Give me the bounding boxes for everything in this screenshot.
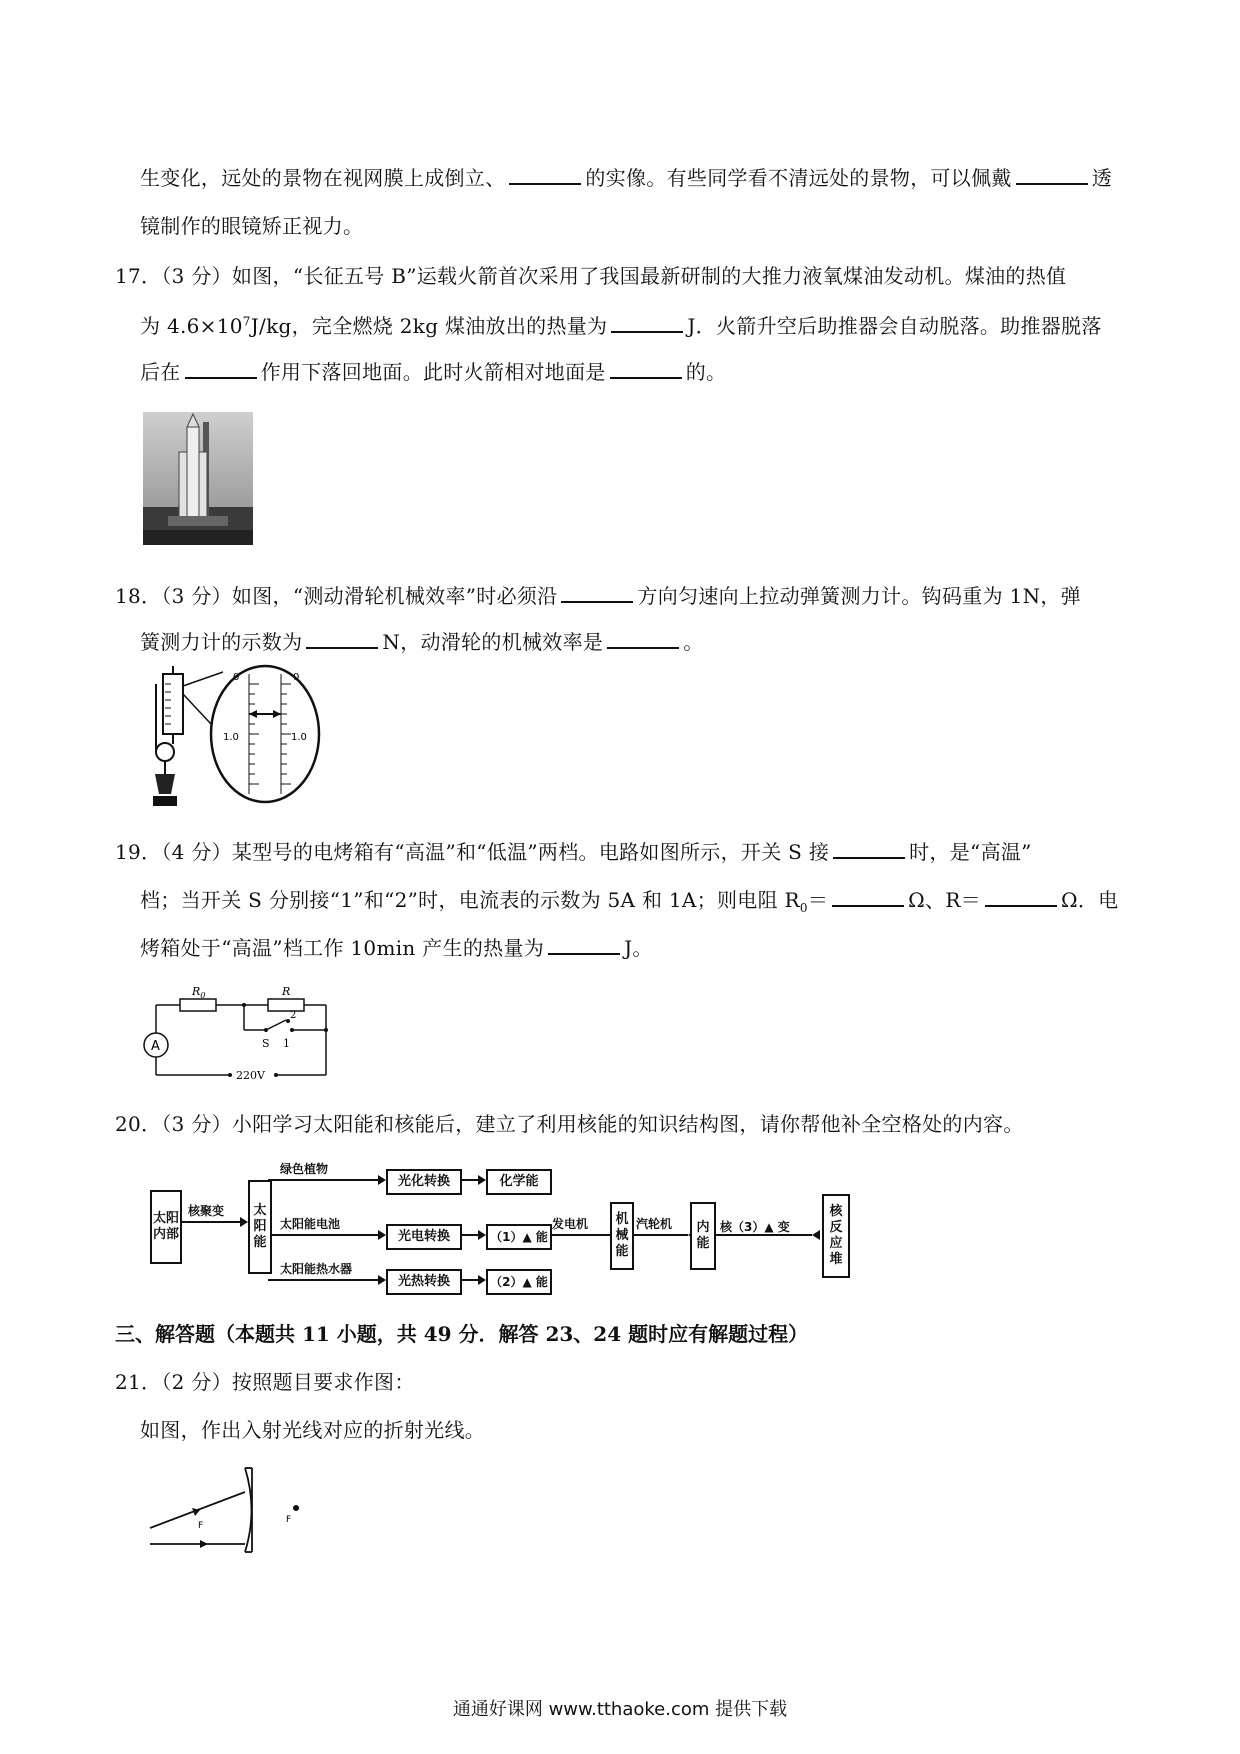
answer-blank[interactable]	[833, 856, 905, 859]
r0-subscript: 0	[200, 991, 206, 1000]
answer-blank[interactable]	[306, 646, 378, 649]
answer-blank[interactable]	[611, 330, 683, 333]
q19-line2	[140, 884, 1118, 915]
terminal-2-label: 2	[290, 1010, 297, 1021]
rocket-photo	[143, 412, 253, 545]
q18-text-a: 18．（3 分）如图，“测动滑轮机械效率”时必须沿	[115, 584, 558, 608]
box-chemical-energy: 化学能	[486, 1169, 552, 1195]
answer-blank[interactable]	[985, 904, 1057, 907]
focal-point-label: F	[286, 1515, 292, 1525]
q16-line1	[140, 162, 1112, 191]
q16-text-b: 的实像。有些同学看不清远处的景物，可以佩戴	[585, 166, 1012, 190]
label-solar-cell: 太阳能电池	[280, 1217, 341, 1231]
q19-text-f: Ω．电	[1060, 888, 1119, 912]
q16-line2	[140, 210, 363, 239]
q19-text-b: 时，是“高温”	[909, 840, 1032, 864]
r-label: R	[282, 985, 291, 998]
oven-circuit-diagram	[140, 975, 340, 1085]
box-nuclear-reactor: 核反应堆	[822, 1194, 850, 1278]
q17-text-d: 后在	[140, 360, 181, 384]
q21-instruction: 如图，作出入射光线对应的折射光线。	[140, 1418, 486, 1442]
box-blank-2[interactable]: （2）▲ 能	[486, 1269, 552, 1295]
q17-text-f: 的。	[685, 360, 727, 384]
q21-stem: 21．（2 分）按照题目要求作图：	[115, 1370, 415, 1394]
q19-text-g: 烤箱处于“高温”档工作 10min 产生的热量为	[140, 936, 545, 960]
answer-blank[interactable]	[548, 952, 620, 955]
box-blank-1[interactable]: （1）▲ 能	[486, 1224, 552, 1250]
scale-label: 0	[293, 672, 300, 683]
q19-text-h: J。	[624, 936, 653, 960]
q19-text-e: Ω、R＝	[908, 888, 981, 912]
svg-text:R0	[191, 985, 205, 1000]
label-green-plants: 绿色植物	[280, 1162, 329, 1176]
q19-line3	[140, 932, 653, 961]
q16-text-d: 镜制作的眼镜矫正视力。	[140, 214, 364, 238]
q16-text-c: 透	[1091, 166, 1113, 190]
scale-label: 1.0	[223, 732, 239, 743]
answer-blank[interactable]	[832, 904, 904, 907]
q17-line1	[115, 260, 1066, 289]
scale-label: 0	[233, 672, 240, 683]
box-sun-core: 太阳内部	[150, 1190, 182, 1264]
answer-blank[interactable]	[1016, 182, 1088, 185]
box-photochemical: 光化转换	[386, 1169, 462, 1195]
q19-line1	[115, 836, 1032, 865]
q21-line2	[140, 1414, 485, 1443]
q19-text-c: 档；当开关 S 分别接“1”和“2”时，电流表的示数为 5A 和 1A；则电阻 R	[140, 888, 800, 912]
q18-text-c: 簧测力计的示数为	[140, 630, 303, 654]
lens-ray-figure	[140, 1460, 320, 1560]
q18-text-d: N，动滑轮的机械效率是	[382, 630, 604, 654]
q17-text-b: J/kg，完全燃烧 2kg 煤油放出的热量为	[250, 314, 608, 338]
q20-stem: 20．（3 分）小阳学习太阳能和核能后，建立了利用核能的知识结构图，请你帮他补全空格处的内容。	[115, 1112, 1024, 1136]
label-fusion: 核聚变	[188, 1204, 225, 1218]
q17-text-c: J．火箭升空后助推器会自动脱落。助推器脱落	[687, 314, 1102, 338]
q19-text-a: 19．（4 分）某型号的电烤箱有“高温”和“低温”两档。电路如图所示，开关 S 接	[115, 840, 830, 864]
q21-line1	[115, 1366, 415, 1395]
q18-line1	[115, 580, 1081, 609]
label-generator: 发电机	[552, 1217, 589, 1231]
q17-text-a: 为 4.6×10	[140, 314, 243, 338]
q18-line2	[140, 626, 704, 655]
answer-blank[interactable]	[610, 376, 682, 379]
label-nuclear-blank-3[interactable]: 核（3）▲ 变	[720, 1220, 790, 1234]
voltage-label: 220V	[236, 1069, 265, 1082]
focal-point-label: F	[198, 1521, 204, 1531]
pulley-scale-figure	[145, 664, 325, 814]
page-footer: 通通好课网 www.tthaoke.com 提供下载	[452, 1699, 788, 1720]
q19-text-d: ＝	[807, 888, 829, 912]
switch-label: S	[262, 1037, 270, 1050]
answer-blank[interactable]	[509, 182, 581, 185]
q17-line3	[140, 356, 726, 385]
q17-line2	[140, 310, 1102, 339]
q17-exponent: 7	[242, 314, 251, 329]
q16-text-a: 生变化，远处的景物在视网膜上成倒立、	[140, 166, 506, 190]
scale-label: 1.0	[291, 732, 307, 743]
r0-label: R	[192, 985, 201, 998]
q18-text-b: 方向匀速向上拉动弹簧测力计。钩码重为 1N，弹	[637, 584, 1081, 608]
box-photothermal: 光热转换	[386, 1269, 462, 1295]
answer-blank[interactable]	[185, 376, 257, 379]
terminal-1-label: 1	[283, 1037, 290, 1050]
q17-text-e: 作用下落回地面。此时火箭相对地面是	[260, 360, 606, 384]
box-mechanical-energy: 机械能	[610, 1202, 634, 1270]
q19-subscript: 0	[799, 901, 808, 915]
q17-stem: 17．（3 分）如图，“长征五号 B”运载火箭首次采用了我国最新研制的大推力液氧煤油发动机。煤油的热值	[115, 264, 1067, 288]
q18-text-e: 。	[683, 630, 704, 654]
box-photoelectric: 光电转换	[386, 1224, 462, 1250]
answer-blank[interactable]	[607, 646, 679, 649]
section-heading: 三、解答题（本题共 11 小题，共 49 分．解答 23、24 题时应有解题过程）	[115, 1322, 809, 1346]
ammeter-label: A	[151, 1039, 160, 1054]
box-solar-energy: 太阳能	[248, 1180, 272, 1274]
label-turbine: 汽轮机	[636, 1217, 673, 1231]
answer-blank[interactable]	[561, 600, 633, 603]
q20-line1	[115, 1108, 1024, 1137]
energy-flow-diagram	[140, 1150, 850, 1295]
box-internal-energy: 内能	[690, 1202, 716, 1270]
label-solar-heater: 太阳能热水器	[280, 1262, 353, 1276]
